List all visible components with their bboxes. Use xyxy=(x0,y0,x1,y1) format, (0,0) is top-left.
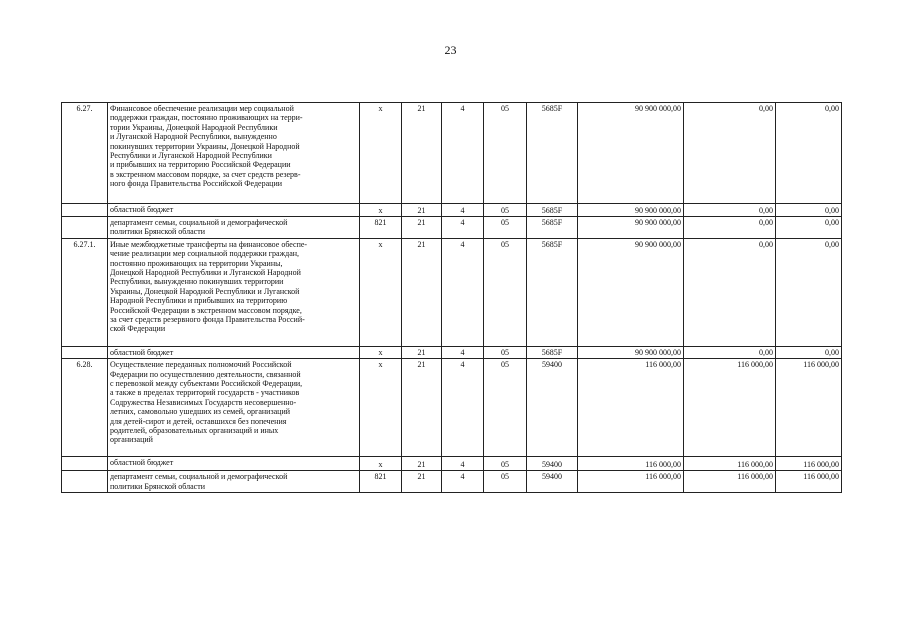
cell-subprogram-code: 4 xyxy=(442,359,484,457)
cell-amount-year-1: 90 900 000,00 xyxy=(578,204,684,217)
description-line: и Луганской Народной Республики, вынужденно xyxy=(110,132,277,142)
description-line: родителей, образовательных организаций и иных xyxy=(110,426,279,436)
cell-direction-code: 5685F xyxy=(527,346,578,358)
table-row xyxy=(62,471,842,493)
table-row xyxy=(62,346,842,358)
cell-amount-year-1: 116 000,00 xyxy=(578,471,684,493)
cell-subprogram-code: 4 xyxy=(442,217,484,239)
description-line: а также в пределах территорий государств - участников xyxy=(110,388,300,398)
page-number: 23 xyxy=(444,43,457,57)
description-line: Содружества Независимых Государств несовершенно- xyxy=(110,397,297,407)
cell-ministry-code: 821 xyxy=(360,471,402,493)
description-line: Российской Федерации в экстренном массовом порядке, xyxy=(110,305,302,315)
table-row xyxy=(62,457,842,471)
cell-event-code: 05 xyxy=(484,103,527,204)
cell-direction-code: 5685F xyxy=(527,238,578,346)
description-line: Украины, Донецкой Народной Республики и Луганской xyxy=(110,286,300,296)
cell-event-code: 05 xyxy=(484,471,527,493)
cell-direction-code: 5685F xyxy=(527,217,578,239)
cell-program-code: 21 xyxy=(402,346,442,358)
cell-amount-year-1: 90 900 000,00 xyxy=(578,217,684,239)
cell-event-code: 05 xyxy=(484,238,527,346)
cell-amount-year-1: 116 000,00 xyxy=(578,457,684,471)
cell-program-code: 21 xyxy=(402,238,442,346)
description-line: ской Федерации xyxy=(110,324,166,334)
cell-event-code: 05 xyxy=(484,346,527,358)
cell-amount-year-3: 116 000,00 xyxy=(776,457,842,471)
cell-program-code: 21 xyxy=(402,359,442,457)
cell-amount-year-2: 0,00 xyxy=(684,204,776,217)
row-number: 6.27. xyxy=(62,103,108,204)
cell-amount-year-3: 0,00 xyxy=(776,238,842,346)
row-number: 6.28. xyxy=(62,359,108,457)
cell-amount-year-1: 90 900 000,00 xyxy=(578,346,684,358)
cell-event-code: 05 xyxy=(484,457,527,471)
cell-direction-code: 5685F xyxy=(527,204,578,217)
table-row xyxy=(62,217,842,239)
row-number xyxy=(62,204,108,217)
description-line: Народной Республики и прибывших на территорию xyxy=(110,296,288,306)
description-line: и прибывших на территорию Российской Федерации xyxy=(110,160,291,170)
description-line: политики Брянской области xyxy=(110,481,206,491)
cell-subprogram-code: 4 xyxy=(442,457,484,471)
cell-ministry-code: x xyxy=(360,346,402,358)
cell-ministry-code: x xyxy=(360,238,402,346)
cell-amount-year-3: 0,00 xyxy=(776,346,842,358)
row-description xyxy=(108,204,360,217)
description-line: департамент семьи, социальной и демографической xyxy=(110,218,288,227)
cell-direction-code: 5685F xyxy=(527,103,578,204)
row-number: 6.27.1. xyxy=(62,238,108,346)
cell-direction-code: 59400 xyxy=(527,457,578,471)
cell-event-code: 05 xyxy=(484,217,527,239)
cell-amount-year-2: 0,00 xyxy=(684,103,776,204)
cell-subprogram-code: 4 xyxy=(442,204,484,217)
description-line: организаций xyxy=(110,435,153,445)
cell-amount-year-2: 0,00 xyxy=(684,217,776,239)
description-line: летних, самовольно ушедших из семей, организаций xyxy=(110,407,291,417)
cell-amount-year-3: 0,00 xyxy=(776,217,842,239)
cell-subprogram-code: 4 xyxy=(442,346,484,358)
description-line: чение реализации мер социальной поддержки граждан, xyxy=(110,249,300,259)
description-line: тории Украины, Донецкой Народной Республики xyxy=(110,122,278,132)
description-line: с перевозкой между субъектами Российской Федерации, xyxy=(110,379,303,389)
cell-program-code: 21 xyxy=(402,204,442,217)
cell-amount-year-3: 0,00 xyxy=(776,204,842,217)
row-description xyxy=(108,457,360,471)
description-line: областной бюджет xyxy=(110,205,174,214)
cell-subprogram-code: 4 xyxy=(442,103,484,204)
description-line: постоянно проживающих на территории Украины, xyxy=(110,258,283,268)
description-line: за счет средств резервного фонда Правительства Россий- xyxy=(110,315,305,325)
cell-ministry-code: x xyxy=(360,103,402,204)
budget-table xyxy=(61,102,842,493)
table-row xyxy=(62,103,842,204)
cell-amount-year-3: 116 000,00 xyxy=(776,359,842,457)
cell-subprogram-code: 4 xyxy=(442,471,484,493)
description-line: политики Брянской области xyxy=(110,227,206,237)
cell-program-code: 21 xyxy=(402,471,442,493)
cell-subprogram-code: 4 xyxy=(442,238,484,346)
cell-direction-code: 59400 xyxy=(527,359,578,457)
description-line: покинувших территории Украины, Донецкой Народной xyxy=(110,141,300,151)
cell-program-code: 21 xyxy=(402,103,442,204)
cell-program-code: 21 xyxy=(402,217,442,239)
cell-event-code: 05 xyxy=(484,359,527,457)
description-line: областной бюджет xyxy=(110,458,174,468)
row-description xyxy=(108,359,360,457)
description-line: поддержки граждан, постоянно проживающих на терри- xyxy=(110,113,303,123)
row-number xyxy=(62,471,108,493)
table-row xyxy=(62,359,842,457)
description-line: для детей-сирот и детей, оставшихся без попечения xyxy=(110,416,287,426)
table-row xyxy=(62,238,842,346)
description-line: ного фонда Правительства Российской Федерации xyxy=(110,179,282,189)
description-line: Федерации по осуществлению деятельности, связанной xyxy=(110,369,301,379)
row-description xyxy=(108,471,360,493)
cell-ministry-code: x xyxy=(360,359,402,457)
row-number xyxy=(62,457,108,471)
row-description xyxy=(108,217,360,239)
cell-amount-year-3: 0,00 xyxy=(776,103,842,204)
cell-amount-year-2: 116 000,00 xyxy=(684,457,776,471)
row-number xyxy=(62,346,108,358)
description-line: областной бюджет xyxy=(110,347,174,357)
cell-amount-year-1: 90 900 000,00 xyxy=(578,238,684,346)
cell-amount-year-3: 116 000,00 xyxy=(776,471,842,493)
row-description xyxy=(108,238,360,346)
cell-ministry-code: 821 xyxy=(360,217,402,239)
row-description xyxy=(108,346,360,358)
description-line: Республики и Луганской Народной Республики xyxy=(110,151,272,161)
row-number xyxy=(62,217,108,239)
cell-amount-year-2: 0,00 xyxy=(684,238,776,346)
description-line: в экстренном массовом порядке, за счет средств резерв- xyxy=(110,169,301,179)
cell-program-code: 21 xyxy=(402,457,442,471)
cell-ministry-code: x xyxy=(360,204,402,217)
description-line: Финансовое обеспечение реализации мер социальной xyxy=(110,104,294,113)
cell-amount-year-1: 116 000,00 xyxy=(578,359,684,457)
table-row xyxy=(62,204,842,217)
cell-amount-year-2: 116 000,00 xyxy=(684,471,776,493)
cell-ministry-code: x xyxy=(360,457,402,471)
description-line: Донецкой Народной Республики и Луганской Народной xyxy=(110,268,301,278)
cell-direction-code: 59400 xyxy=(527,471,578,493)
cell-amount-year-1: 90 900 000,00 xyxy=(578,103,684,204)
cell-amount-year-2: 116 000,00 xyxy=(684,359,776,457)
cell-event-code: 05 xyxy=(484,204,527,217)
description-line: Республики, вынужденно покинувших территории xyxy=(110,277,284,287)
description-line: Осуществление переданных полномочий Российской xyxy=(110,360,292,370)
description-line: Иные межбюджетные трансферты на финансовое обеспе- xyxy=(110,239,308,249)
row-description xyxy=(108,103,360,204)
cell-amount-year-2: 0,00 xyxy=(684,346,776,358)
description-line: департамент семьи, социальной и демографической xyxy=(110,472,288,482)
